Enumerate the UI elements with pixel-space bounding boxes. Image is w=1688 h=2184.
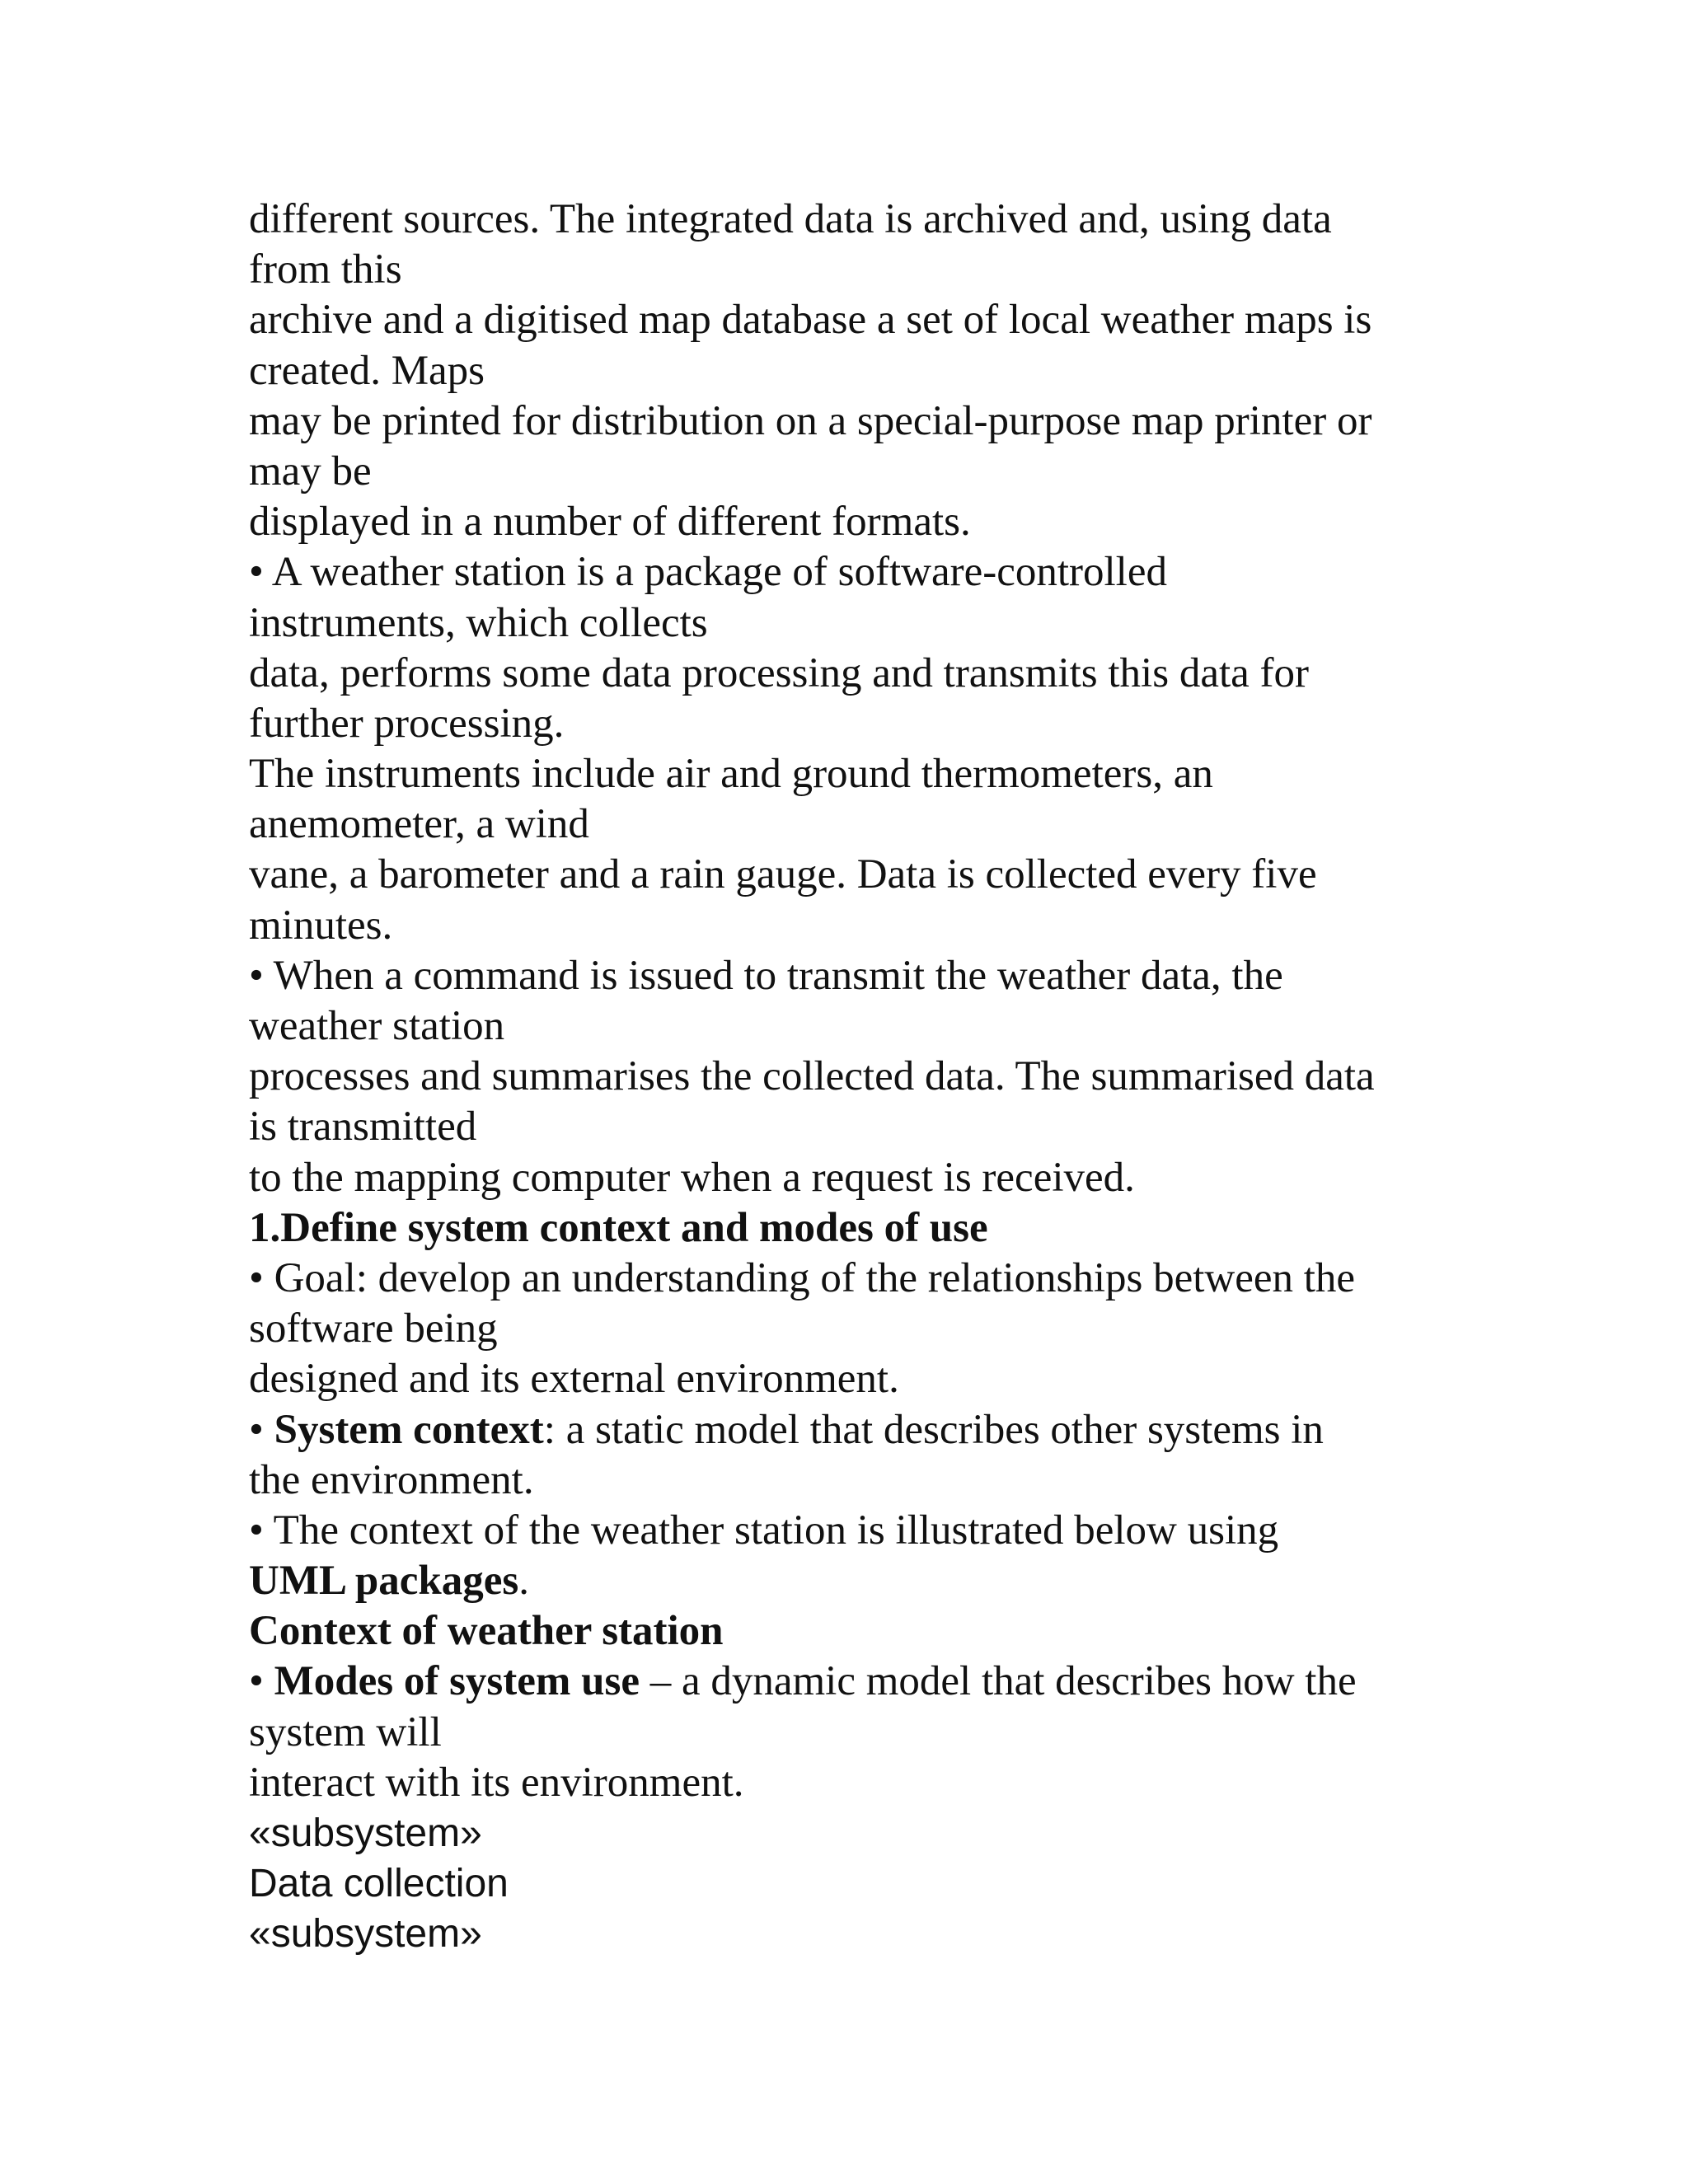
body-text-line: • A weather station is a package of software-controlled: [249, 549, 1167, 596]
body-text-line: [249, 1556, 1452, 1606]
page-body-text: [249, 194, 1452, 1960]
body-text-line: data, performs some data processing and transmits this data for: [249, 649, 1309, 696]
body-text-line: anemometer, a wind: [249, 801, 589, 848]
line-suffix: – a dynamic model that describes how the: [639, 1658, 1357, 1705]
diagram-label-line: Data collection: [249, 1862, 509, 1906]
body-text-line: from this: [249, 246, 402, 293]
bold-term: Modes of system use: [274, 1658, 640, 1705]
section-heading: [249, 1203, 1452, 1254]
heading-text: Context of weather station: [249, 1608, 724, 1655]
body-text-line: interact with its environment.: [249, 1759, 744, 1806]
body-text-line: • The context of the weather station is illustrated below using: [249, 1507, 1279, 1554]
bold-term: System context: [274, 1406, 544, 1453]
body-text-line: to the mapping computer when a request is received.: [249, 1154, 1135, 1201]
body-text-line: designed and its external environment.: [249, 1356, 899, 1403]
body-text-line: weather station: [249, 1003, 505, 1049]
body-text-line: may be: [249, 448, 372, 494]
body-text-line: [249, 1657, 1452, 1707]
line-suffix: : a static model that describes other systems in: [543, 1406, 1324, 1453]
body-text-line: may be printed for distribution on a special-purpose map printer or: [249, 397, 1372, 444]
body-text-line: The instruments include air and ground thermometers, an: [249, 751, 1213, 798]
body-text-line: [249, 1405, 1452, 1455]
body-text-line: system will: [249, 1708, 442, 1755]
body-text-line: minutes.: [249, 902, 393, 949]
body-text-line: instruments, which collects: [249, 599, 708, 646]
body-text-line: created. Maps: [249, 347, 485, 394]
body-text-line: the environment.: [249, 1456, 534, 1503]
body-text-line: is transmitted: [249, 1104, 477, 1151]
bold-term: UML packages: [249, 1558, 519, 1605]
body-text-line: software being: [249, 1305, 498, 1352]
body-text-line: • When a command is issued to transmit the weather data, the: [249, 952, 1283, 999]
body-text-line: • Goal: develop an understanding of the relationships between the: [249, 1254, 1356, 1301]
line-suffix: .: [518, 1558, 530, 1605]
body-text-line: processes and summarises the collected data. The summarised data: [249, 1053, 1375, 1100]
heading-text: 1.Define system context and modes of use: [249, 1204, 988, 1251]
line-prefix: •: [249, 1658, 274, 1705]
body-text-line: vane, a barometer and a rain gauge. Data is collected every five: [249, 851, 1317, 898]
body-text-line: displayed in a number of different formats.: [249, 499, 971, 546]
body-text-line: further processing.: [249, 700, 565, 747]
body-text-line: archive and a digitised map database a set of local weather maps is: [249, 297, 1372, 344]
diagram-label-line: «subsystem»: [249, 1811, 482, 1855]
line-prefix: •: [249, 1406, 274, 1453]
section-heading: [249, 1606, 1452, 1657]
body-text-line: different sources. The integrated data is archived and, using data: [249, 196, 1332, 242]
diagram-label-line: «subsystem»: [249, 1912, 482, 1957]
